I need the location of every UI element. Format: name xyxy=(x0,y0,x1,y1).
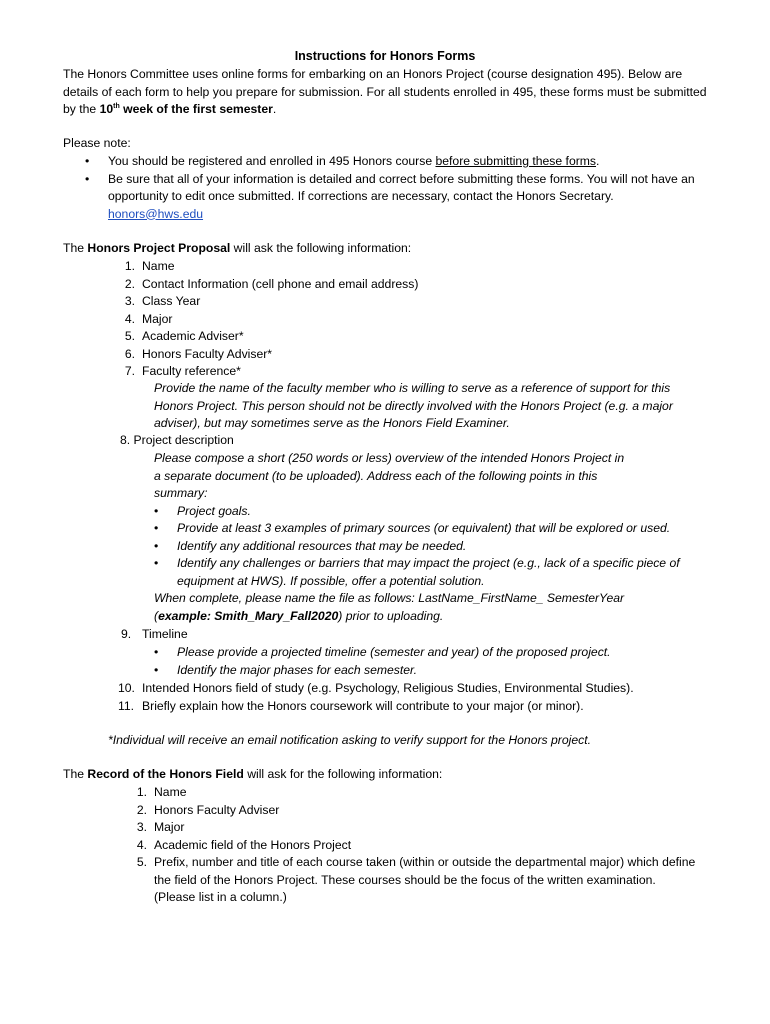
deadline-suffix: th xyxy=(113,102,120,110)
note-1-text: You should be registered and enrolled in 495 Honors course xyxy=(108,154,436,168)
field-of-study-text: Intended Honors field of study (e.g. Psychology, Religious Studies, Environmental Studies). xyxy=(142,681,634,695)
list-item xyxy=(136,837,699,855)
timeline-points xyxy=(154,644,704,679)
record-heading-post: will ask for the following information: xyxy=(243,767,443,781)
timeline-label: Timeline xyxy=(142,627,188,641)
list-item xyxy=(136,819,699,837)
intro-end: . xyxy=(272,102,277,116)
note-item-registration xyxy=(63,153,713,171)
list-item xyxy=(154,520,709,538)
item-text: Name xyxy=(154,785,187,799)
list-item xyxy=(124,258,702,276)
list-item xyxy=(124,276,702,294)
example-open: ( xyxy=(154,608,159,623)
item-text: Academic field of the Honors Project xyxy=(154,837,352,852)
item-text: Honors Faculty Adviser* xyxy=(142,346,273,361)
note-item-corrections xyxy=(63,171,713,224)
note-label: Please note: xyxy=(63,136,131,150)
list-item xyxy=(154,503,709,521)
note-2-text: Be sure that all of your information is detailed and correct before submitting these forms. You will not have an opportunity to edit once submitted. If corrections are necessary, contact the Honors Secretary. xyxy=(108,171,695,203)
list-item xyxy=(154,555,709,590)
record-heading xyxy=(63,766,713,784)
timeline-number: 9. xyxy=(121,627,132,641)
proposal-heading-pre: The xyxy=(63,241,88,255)
file-naming-example xyxy=(154,608,634,626)
proposal-list xyxy=(124,258,702,381)
record-heading-bold: Record of the Honors Field xyxy=(87,767,244,781)
intro-paragraph xyxy=(63,66,713,119)
deadline-number: 10 xyxy=(99,102,114,116)
honors-email-link[interactable]: honors@hws.edu xyxy=(108,206,204,221)
project-description-label: 8. Project description xyxy=(120,433,234,447)
list-item xyxy=(124,346,702,364)
item-number: 7. xyxy=(124,364,135,378)
item-number: 5. xyxy=(124,329,135,343)
list-item xyxy=(124,311,702,329)
item-number: 4. xyxy=(124,311,135,326)
note-list xyxy=(63,153,713,223)
item-number: 3. xyxy=(124,294,135,308)
file-naming-instruction: When complete, please name the file as follows: LastName_FirstName_ SemesterYear xyxy=(154,591,625,605)
bullet: • xyxy=(154,556,159,570)
list-item xyxy=(154,662,704,680)
bullet: • xyxy=(154,503,159,518)
page-title: Instructions for Honors Forms xyxy=(294,49,476,63)
faculty-reference-detail: Provide the name of the faculty member who is willing to serve as a reference of support for this Honors Project. This person should not be directly involved with the Honors Project (e.g. a major adviser), but may sometimes serve as the Honors Field Examiner. xyxy=(154,381,673,430)
item-text: Class Year xyxy=(142,294,201,308)
item-number: 5. xyxy=(136,855,147,869)
example-filename: example: Smith_Mary_Fall2020 xyxy=(158,608,339,623)
bullet: • xyxy=(85,154,90,168)
point-text: Provide at least 3 examples of primary sources (or equivalent) that will be explored or used. xyxy=(177,521,671,535)
project-description-points xyxy=(154,503,709,591)
item-text: Academic Adviser* xyxy=(142,329,244,343)
bullet: • xyxy=(154,538,159,553)
note-1-end: . xyxy=(596,154,600,168)
item-text: Prefix, number and title of each course taken (within or outside the departmental major) which define the field of the Honors Project. These courses should be the focus of the written examination. (Please list in a column.) xyxy=(154,855,696,904)
note-1-underlined: before submitting these forms xyxy=(435,154,597,168)
project-description-detail: Please compose a short (250 words or less) overview of the intended Honors Project in a separate document (to be uploaded). Address each of the following points in this summary: xyxy=(154,451,625,500)
item-number: 1. xyxy=(136,785,147,799)
point-text: Identify the major phases for each semester. xyxy=(177,662,418,677)
proposal-heading-bold: Honors Project Proposal xyxy=(87,241,231,255)
item-text: Major xyxy=(142,311,173,326)
contribution-number: 11. xyxy=(118,699,135,713)
point-text: Identify any additional resources that may be needed. xyxy=(177,538,467,553)
bullet: • xyxy=(85,171,90,186)
contribution-text: Briefly explain how the Honors coursework will contribute to your major (or minor). xyxy=(142,699,584,713)
bullet: • xyxy=(154,645,159,659)
project-description-block xyxy=(154,450,680,625)
example-end: ) prior to uploading. xyxy=(338,608,444,623)
deadline-text: week of the first semester xyxy=(119,102,273,116)
list-item xyxy=(124,363,702,381)
item-text: Faculty reference* xyxy=(142,364,241,378)
deadline xyxy=(100,102,273,116)
list-item xyxy=(136,854,699,907)
list-item xyxy=(136,802,699,820)
list-item xyxy=(154,644,704,662)
list-item xyxy=(124,293,702,311)
proposal-heading xyxy=(63,240,713,258)
item-text: Major xyxy=(154,820,185,834)
item-number: 1. xyxy=(124,259,135,273)
list-item xyxy=(124,328,702,346)
item-text: Contact Information (cell phone and email address) xyxy=(142,276,419,291)
proposal-heading-post: will ask the following information: xyxy=(230,241,412,255)
bullet: • xyxy=(154,521,159,535)
point-text: Project goals. xyxy=(177,503,251,518)
list-item xyxy=(154,538,709,556)
record-list xyxy=(136,784,699,907)
point-text: Please provide a projected timeline (semester and year) of the proposed project. xyxy=(177,645,611,659)
item-number: 3. xyxy=(136,820,147,834)
point-text: Identify any challenges or barriers that may impact the project (e.g., lack of a specific piece of equipment at HWS). If possible, offer a potential solution. xyxy=(177,556,680,588)
field-of-study-number: 10. xyxy=(118,681,135,695)
item-number: 2. xyxy=(124,276,135,291)
bullet: • xyxy=(154,662,159,677)
footnote: *Individual will receive an email notification asking to verify support for the Honors project. xyxy=(108,733,591,747)
list-item xyxy=(136,784,699,802)
intro-text: The Honors Committee uses online forms for embarking on an Honors Project (course designation 495). Below are details of each form to help you prepare for submission. For all students enrolled in 495, these forms must be submitted by the xyxy=(63,67,707,116)
item-number: 2. xyxy=(136,802,147,817)
record-heading-pre: The xyxy=(63,767,88,781)
item-text: Honors Faculty Adviser xyxy=(154,802,280,817)
item-number: 6. xyxy=(124,346,135,361)
item-text: Name xyxy=(142,259,175,273)
item-number: 4. xyxy=(136,837,147,852)
